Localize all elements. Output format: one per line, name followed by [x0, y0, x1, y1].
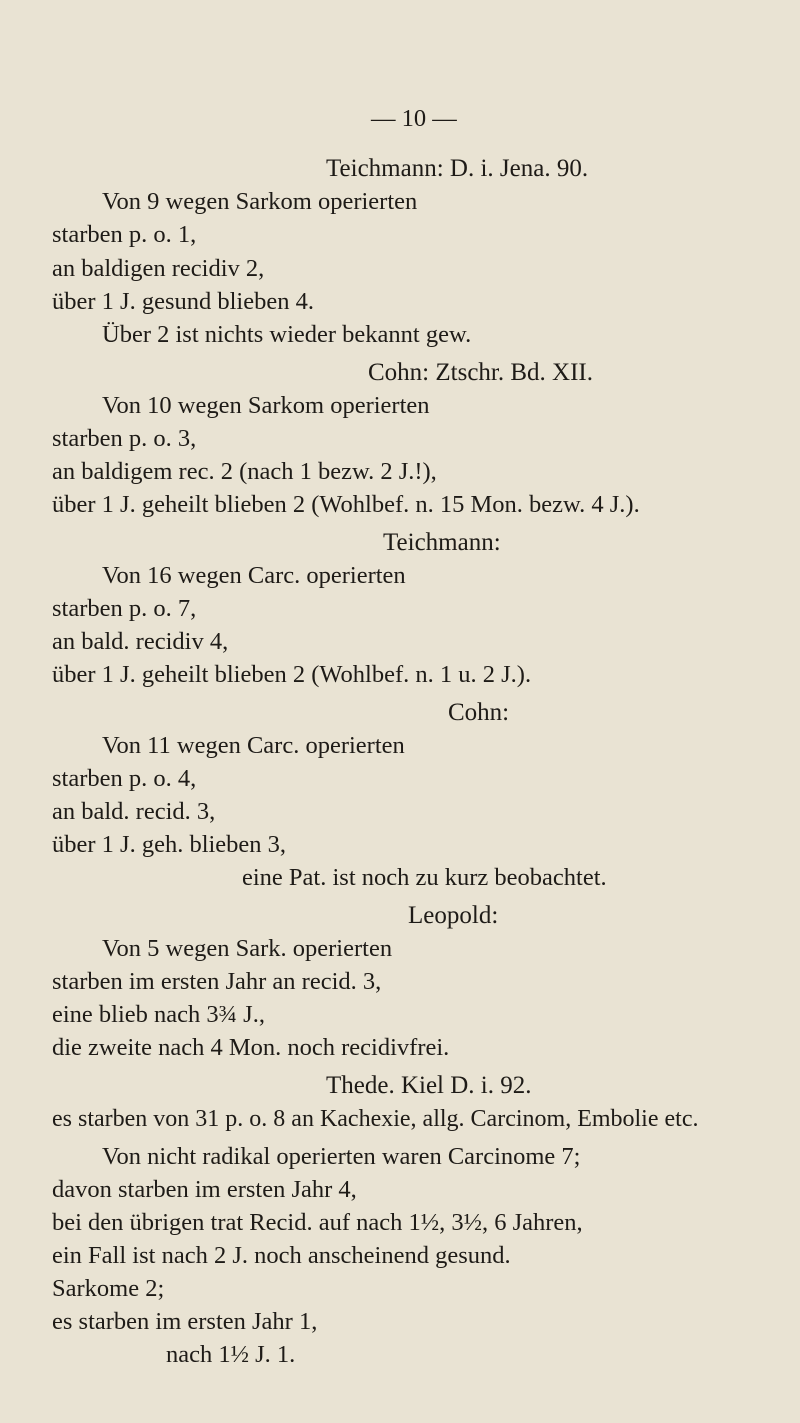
text-line: bei den übrigen trat Recid. auf nach 1½, 3½, 6 Jahren, [52, 1209, 583, 1236]
heading-thede-kiel: Thede. Kiel D. i. 92. [326, 1072, 532, 1099]
text-line: Über 2 ist nichts wieder bekannt gew. [102, 321, 472, 348]
heading-cohn: Cohn: [448, 699, 510, 726]
text-line: Von nicht radikal operierten waren Carcinome 7; [102, 1143, 581, 1170]
text-line: starben p. o. 1, [52, 221, 197, 248]
text-line: eine Pat. ist noch zu kurz beobachtet. [242, 864, 607, 891]
text-line: ein Fall ist nach 2 J. noch anscheinend gesund. [52, 1242, 511, 1269]
text-line: Sarkome 2; [52, 1275, 165, 1302]
heading-cohn-ztschr: Cohn: Ztschr. Bd. XII. [368, 359, 593, 386]
heading-teichmann: Teichmann: [383, 529, 501, 556]
text-line: die zweite nach 4 Mon. noch recidivfrei. [52, 1034, 450, 1061]
text-line: starben im ersten Jahr an recid. 3, [52, 968, 382, 995]
text-line: an baldigen recidiv 2, [52, 255, 265, 282]
text-line: starben p. o. 3, [52, 425, 197, 452]
text-line: an baldigem rec. 2 (nach 1 bezw. 2 J.!), [52, 458, 437, 485]
text-line: über 1 J. gesund blieben 4. [52, 288, 314, 315]
text-line: an bald. recid. 3, [52, 798, 216, 825]
text-line: starben p. o. 7, [52, 595, 197, 622]
text-line: über 1 J. geheilt blieben 2 (Wohlbef. n. 1 u. 2 J.). [52, 661, 532, 688]
text-line: eine blieb nach 3¾ J., [52, 1001, 265, 1028]
text-line: Von 9 wegen Sarkom operierten [102, 188, 418, 215]
heading-teichmann-jena: Teichmann: D. i. Jena. 90. [326, 155, 589, 182]
text-line: davon starben im ersten Jahr 4, [52, 1176, 357, 1203]
text-line: über 1 J. geh. blieben 3, [52, 831, 287, 858]
text-line: starben p. o. 4, [52, 765, 197, 792]
text-line: es starben im ersten Jahr 1, [52, 1308, 318, 1335]
heading-leopold: Leopold: [408, 902, 499, 929]
text-line: Von 16 wegen Carc. operierten [102, 562, 406, 589]
text-line: es starben von 31 p. o. 8 an Kachexie, allg. Carcinom, Embolie etc. [52, 1106, 699, 1132]
text-line: über 1 J. geheilt blieben 2 (Wohlbef. n. 15 Mon. bezw. 4 J.). [52, 491, 640, 518]
text-line: nach 1½ J. 1. [166, 1341, 296, 1368]
text-line: Von 5 wegen Sark. operierten [102, 935, 393, 962]
text-line: Von 10 wegen Sarkom operierten [102, 392, 430, 419]
text-line: an bald. recidiv 4, [52, 628, 229, 655]
page-number: — 10 — [371, 105, 457, 132]
text-line: Von 11 wegen Carc. operierten [102, 732, 405, 759]
